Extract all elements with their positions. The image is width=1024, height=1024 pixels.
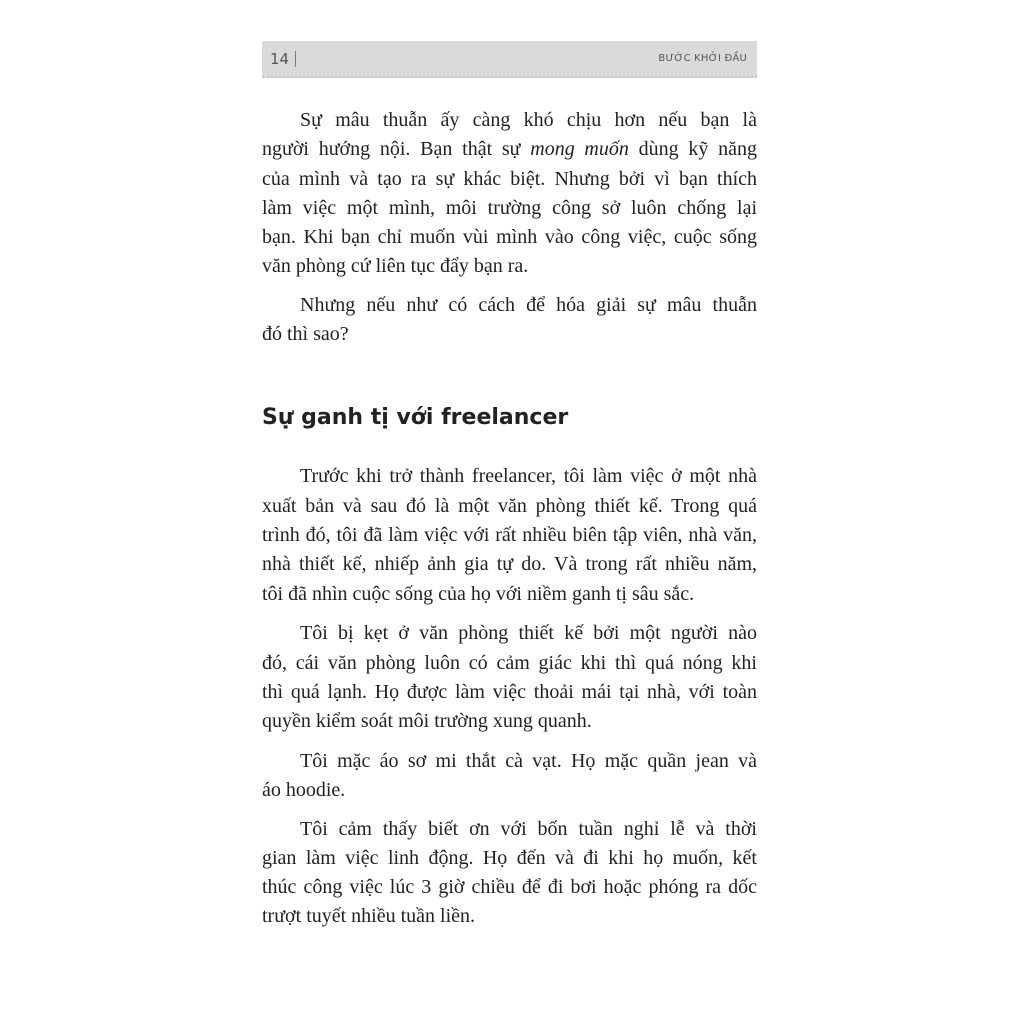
running-header	[262, 41, 757, 78]
text-line-content	[300, 294, 757, 316]
text-segment: tôi đã nhìn cuộc sống của họ với niềm ganh tị sâu sắc.	[262, 583, 695, 605]
text-segment: nhà thiết kế, nhiếp ảnh gia tự do. Và trong rất nhiều năm,	[262, 553, 757, 575]
text-line	[262, 905, 757, 935]
text-segment: bạn. Khi bạn chỉ muốn vùi mình vào công việc, cuộc sống	[262, 226, 757, 248]
text-line	[262, 255, 757, 285]
text-line-content	[262, 553, 757, 575]
text-segment: làm việc một mình, môi trường công sở luôn chống lại	[262, 197, 757, 219]
text-line	[300, 109, 757, 139]
text-line-content	[262, 323, 349, 345]
text-segment: Trước khi trở thành freelancer, tôi làm việc ở một nhà	[300, 465, 757, 487]
text-segment: thúc công việc lúc 3 giờ chiều để đi bơi hoặc phóng ra dốc	[262, 876, 757, 898]
text-segment: dùng kỹ năng	[628, 138, 757, 160]
text-line-content	[300, 622, 757, 644]
text-line-content	[300, 750, 757, 772]
text-segment: trượt tuyết nhiều tuần liền.	[262, 905, 476, 927]
text-line	[262, 197, 757, 227]
text-segment: Tôi bị kẹt ở văn phòng thiết kế bởi một người nào	[300, 622, 757, 644]
text-line	[262, 779, 757, 809]
text-line-content	[262, 138, 757, 160]
text-line-content	[262, 876, 757, 898]
text-line-content	[262, 197, 757, 219]
text-line	[300, 622, 757, 652]
text-line-content	[262, 847, 757, 869]
text-line-content	[262, 779, 345, 801]
text-segment: đó thì sao?	[262, 323, 349, 345]
text-line	[300, 294, 757, 324]
text-segment: Tôi mặc áo sơ mi thắt cà vạt. Họ mặc quần jean và	[300, 750, 757, 772]
text-segment: văn phòng cứ liên tục đẩy bạn ra.	[262, 255, 529, 277]
text-line	[262, 553, 757, 583]
text-line	[262, 226, 757, 256]
text-segment: Nhưng nếu như có cách để hóa giải sự mâu thuẫn	[300, 294, 757, 316]
text-line	[262, 323, 757, 353]
text-segment: trình đó, tôi đã làm việc với rất nhiều biên tập viên, nhà văn,	[262, 524, 757, 546]
section-heading: Sự ganh tị với freelancer	[262, 405, 569, 430]
text-line-content	[300, 109, 757, 131]
text-line	[262, 138, 757, 168]
text-line	[300, 465, 757, 495]
text-segment: Tôi cảm thấy biết ơn với bốn tuần nghỉ lễ và thời	[300, 818, 757, 840]
text-line	[300, 750, 757, 780]
text-line-content	[262, 583, 694, 605]
text-segment: quyền kiểm soát môi trường xung quanh.	[262, 710, 592, 732]
text-segment: áo hoodie.	[262, 779, 346, 801]
text-line	[300, 818, 757, 848]
text-line-content	[262, 255, 528, 277]
text-line-content	[262, 905, 475, 927]
header-divider	[295, 51, 296, 67]
text-line	[262, 681, 757, 711]
text-line	[262, 583, 757, 613]
text-segment: gian làm việc linh động. Họ đến và đi khi họ muốn, kết	[262, 847, 757, 869]
text-line	[262, 495, 757, 525]
text-line	[262, 652, 757, 682]
text-line-content	[262, 524, 757, 546]
text-segment: thì quá lạnh. Họ được làm việc thoải mái tại nhà, với toàn	[262, 681, 757, 703]
page-number: 14	[270, 50, 290, 68]
text-line-content	[300, 465, 757, 487]
text-line-content	[262, 710, 592, 732]
text-line-content	[300, 818, 757, 840]
text-line	[262, 524, 757, 554]
chapter-title: BƯỚC KHỞI ĐẦU	[658, 53, 747, 64]
emphasis-text: mong muốn	[530, 138, 629, 160]
text-line	[262, 876, 757, 906]
text-segment: xuất bản và sau đó là một văn phòng thiết kế. Trong quá	[262, 495, 757, 517]
text-line-content	[262, 652, 757, 674]
text-segment: của mình và tạo ra sự khác biệt. Nhưng bởi vì bạn thích	[262, 168, 757, 190]
text-line	[262, 847, 757, 877]
text-line-content	[262, 226, 757, 248]
text-segment: đó, cái văn phòng luôn có cảm giác khi thì quá nóng khi	[262, 652, 757, 674]
text-line	[262, 168, 757, 198]
text-line-content	[262, 168, 757, 190]
text-segment: người hướng nội. Bạn thật sự	[262, 138, 531, 160]
text-line-content	[262, 495, 757, 517]
text-line	[262, 710, 757, 740]
text-line-content	[262, 681, 757, 703]
text-segment: Sự mâu thuẫn ấy càng khó chịu hơn nếu bạn là	[300, 109, 757, 131]
